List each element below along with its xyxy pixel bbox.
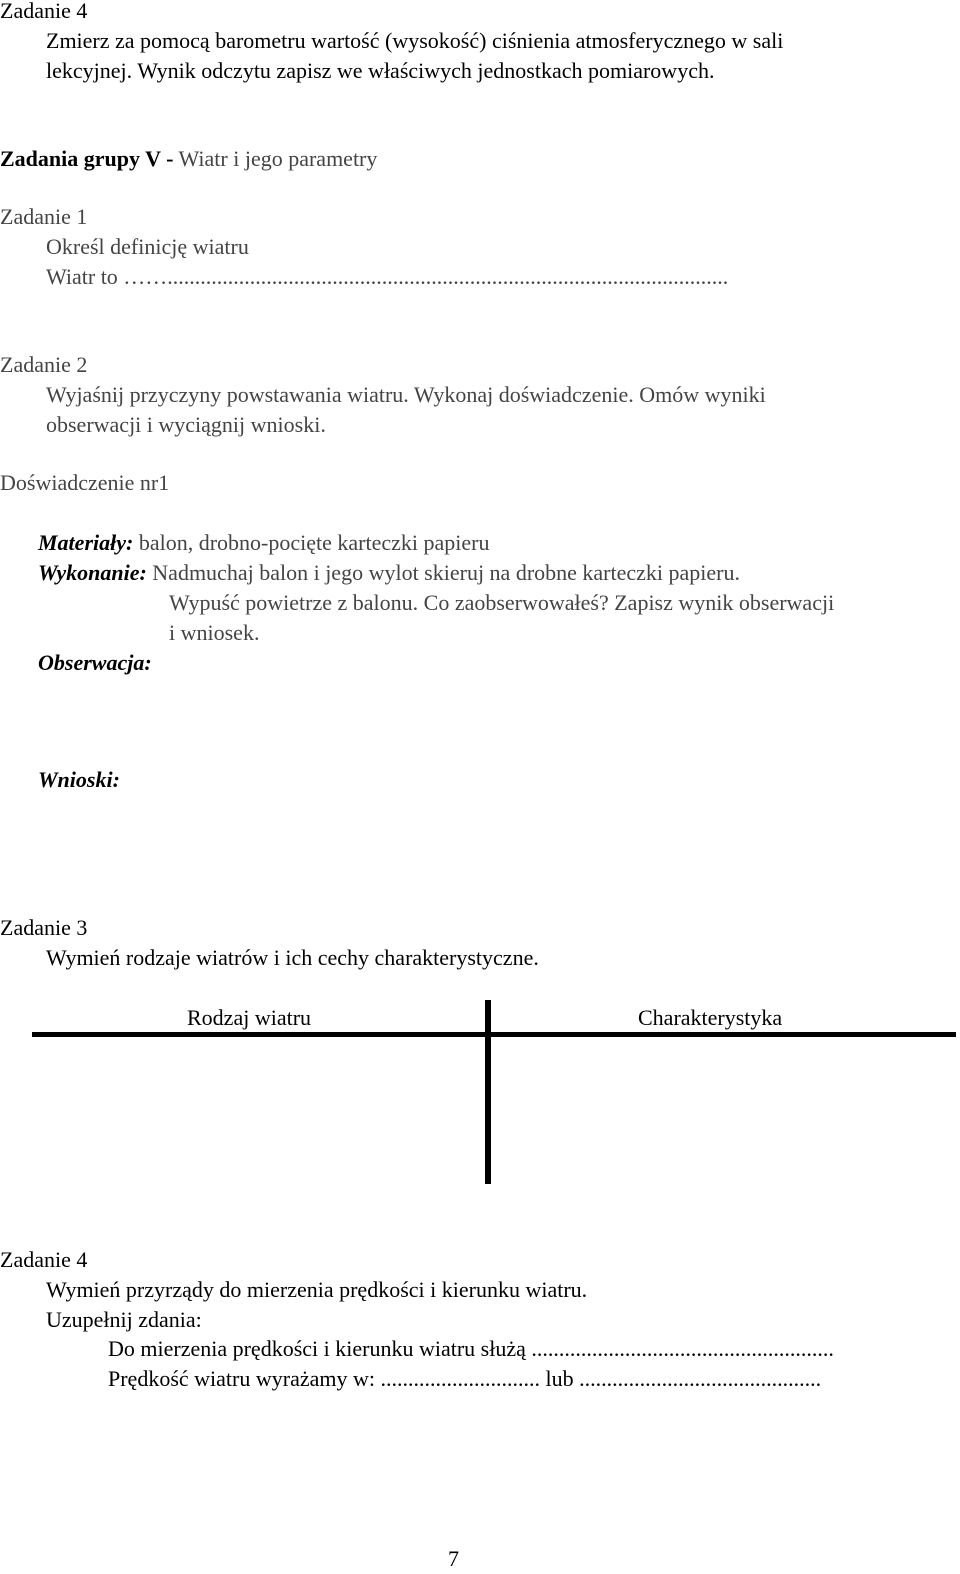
table-vertical-line xyxy=(485,1000,491,1184)
task4-top-line2: lekcyjnej. Wynik odczytu zapisz we właściwych jednostkach pomiarowych. xyxy=(46,58,715,83)
experiment-title: Doświadczenie nr1 xyxy=(0,470,170,495)
task4-bottom-line1: Wymień przyrządy do mierzenia prędkości i kierunku wiatru. xyxy=(46,1277,588,1302)
task3-title: Zadanie 3 xyxy=(0,915,88,940)
table-horizontal-line xyxy=(32,1032,956,1037)
task4-bottom-line3: Do mierzenia prędkości i kierunku wiatru służą ....................................................... xyxy=(108,1336,834,1361)
execution-line2: Wypuść powietrze z balonu. Co zaobserwowałeś? Zapisz wynik obserwacji xyxy=(169,590,835,615)
task4-top-title: Zadanie 4 xyxy=(0,0,88,23)
task2-title: Zadanie 2 xyxy=(0,352,88,377)
materials-row xyxy=(38,528,489,558)
task2-line1: Wyjaśnij przyczyny powstawania wiatru. Wykonaj doświadczenie. Omów wyniki xyxy=(46,382,766,407)
task2-line2: obserwacji i wyciągnij wnioski. xyxy=(46,412,326,437)
table-header-wind-type: Rodzaj wiatru xyxy=(187,1005,312,1030)
task1-line1: Określ definicję wiatru xyxy=(46,234,249,259)
materials-text: balon, drobno-pocięte karteczki papieru xyxy=(133,530,490,555)
group-v-heading-rest: Wiatr i jego parametry xyxy=(173,146,378,171)
conclusions-label: Wnioski: xyxy=(38,767,120,792)
execution-line3: i wniosek. xyxy=(169,620,260,645)
execution-row xyxy=(38,558,740,588)
task4-bottom-line2: Uzupełnij zdania: xyxy=(46,1307,202,1332)
execution-line1: Nadmuchaj balon i jego wylot skieruj na drobne karteczki papieru. xyxy=(146,560,740,585)
group-v-heading xyxy=(0,144,377,174)
observation-label: Obserwacja: xyxy=(38,650,152,675)
task3-line1: Wymień rodzaje wiatrów i ich cechy charakterystyczne. xyxy=(46,945,539,970)
task1-line2: Wiatr to ……...................................................................................................... xyxy=(46,264,729,289)
page-number: 7 xyxy=(448,1546,459,1571)
task1-title: Zadanie 1 xyxy=(0,204,88,229)
group-v-heading-bold: Zadania grupy V - xyxy=(0,146,174,171)
materials-label: Materiały: xyxy=(38,530,134,555)
task4-top-line1: Zmierz za pomocą barometru wartość (wysokość) ciśnienia atmosferycznego w sali xyxy=(46,28,784,53)
execution-label: Wykonanie: xyxy=(38,560,147,585)
task4-bottom-line4: Prędkość wiatru wyrażamy w: ............................. lub ............................................ xyxy=(108,1366,822,1391)
task4-bottom-title: Zadanie 4 xyxy=(0,1247,88,1272)
table-header-characteristics: Charakterystyka xyxy=(638,1005,783,1030)
